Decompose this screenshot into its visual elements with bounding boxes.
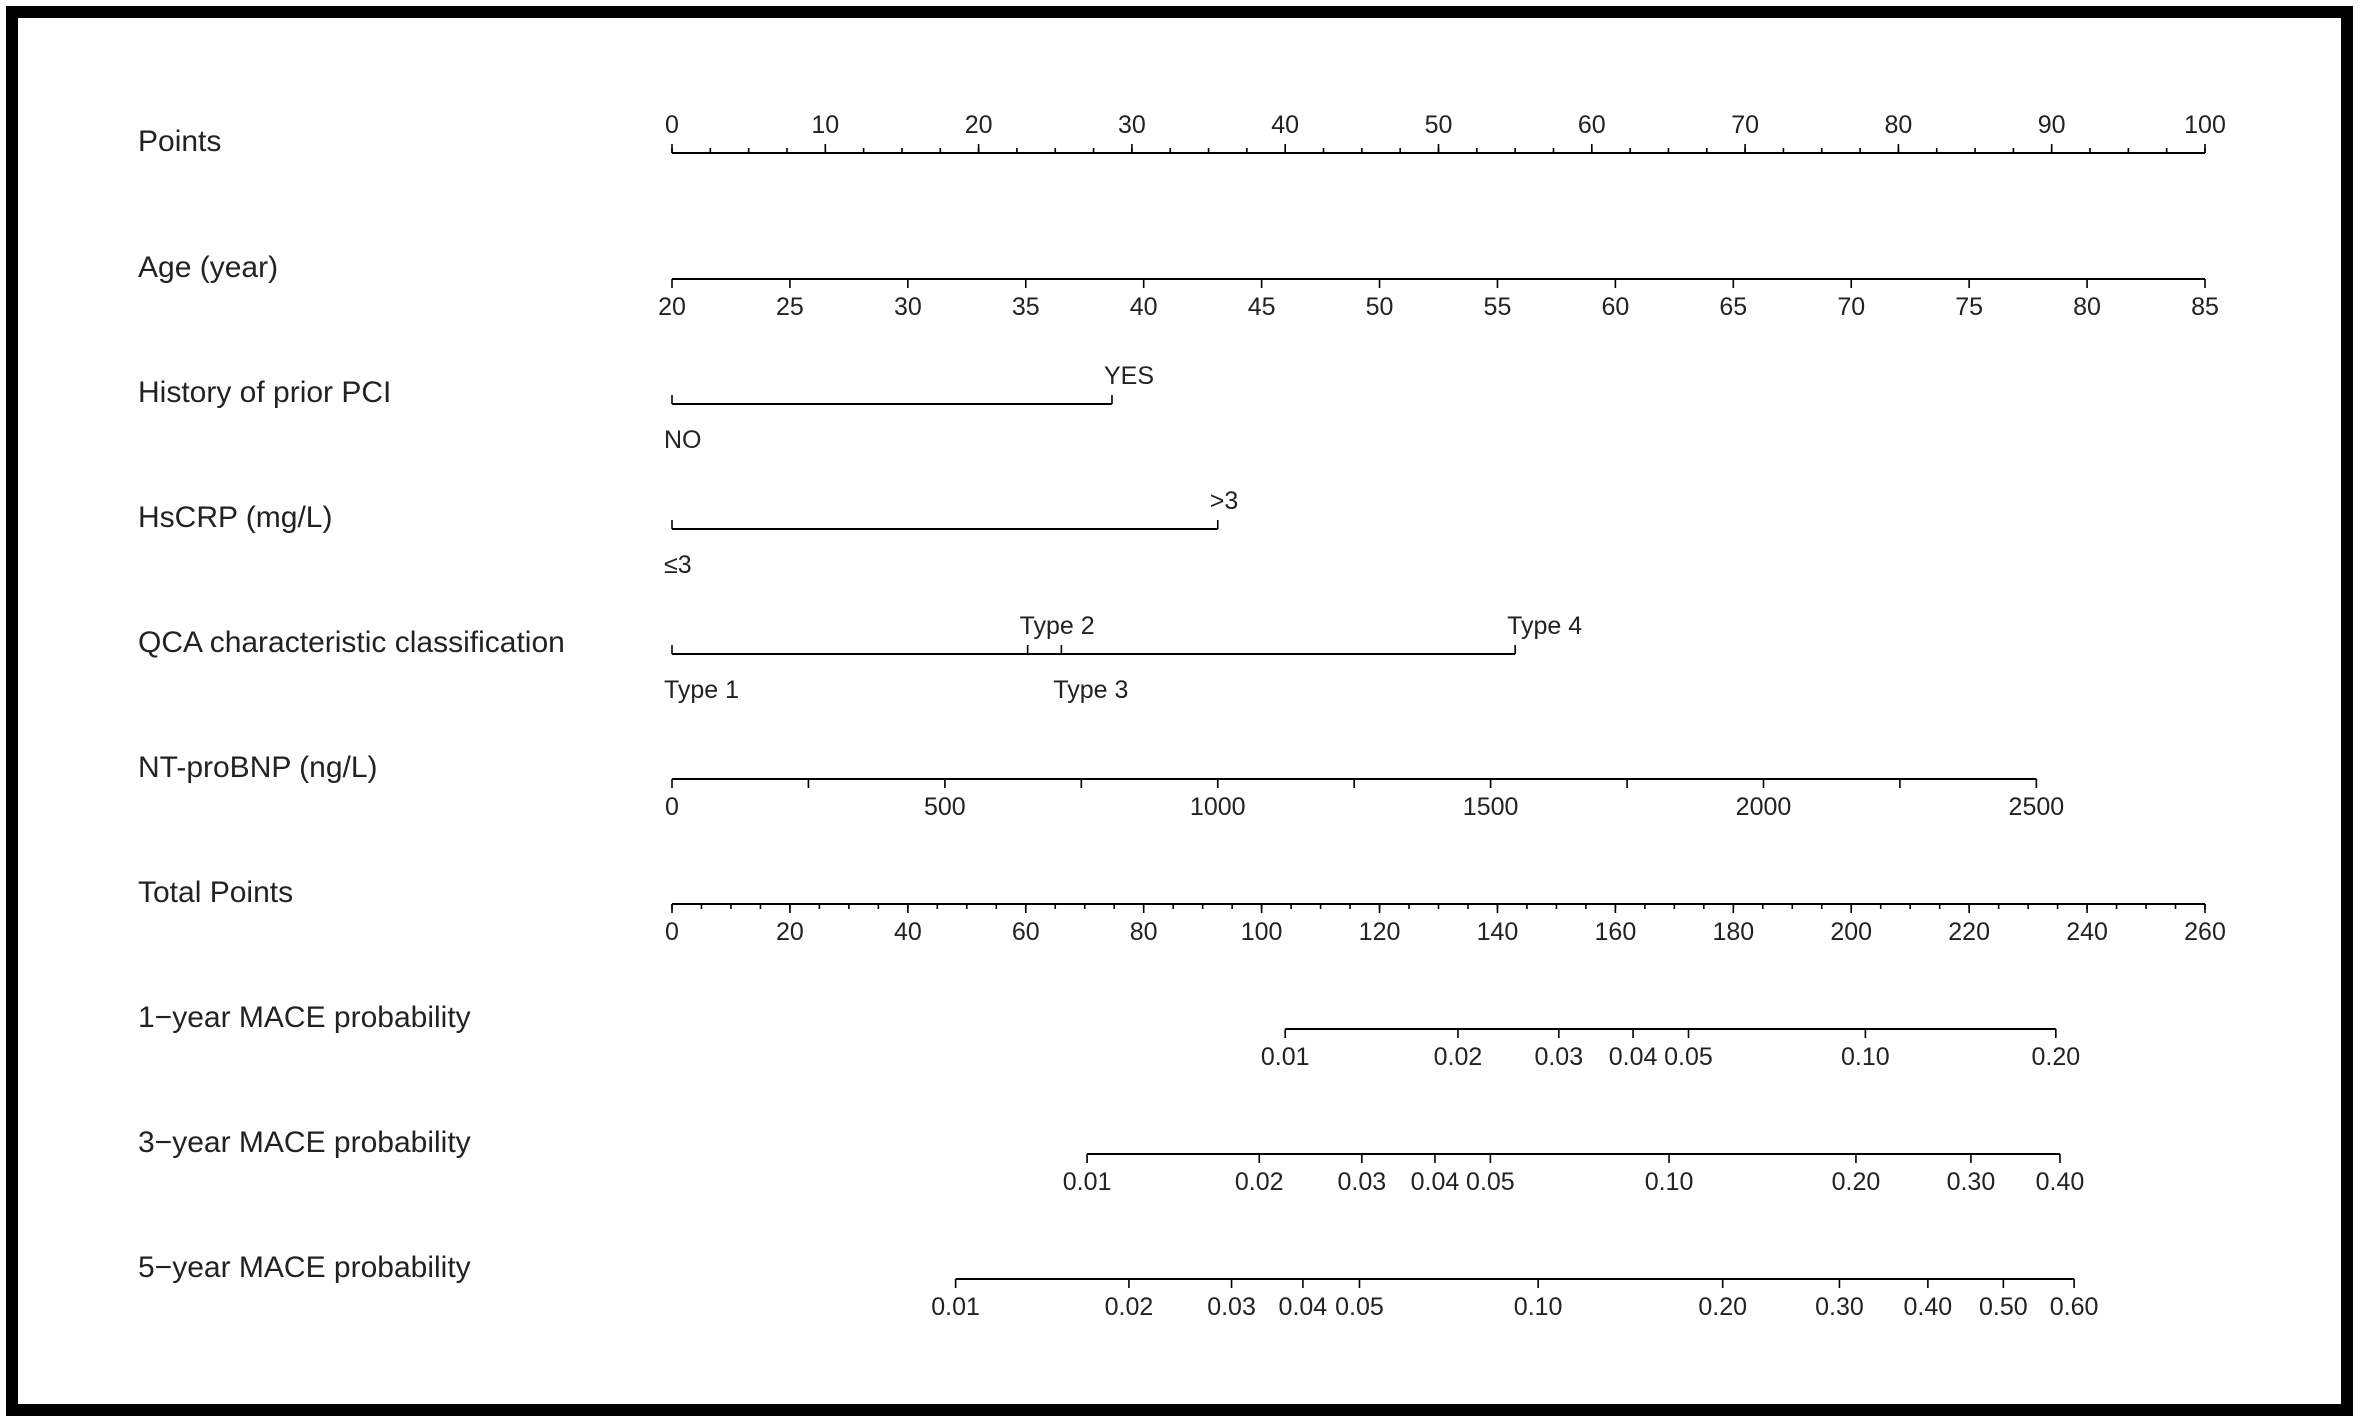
pci-level-label: NO [664, 426, 702, 454]
mace1-tick-label: 0.02 [1433, 1043, 1483, 1071]
mace5-tick-label: 0.02 [1104, 1293, 1154, 1321]
ntprobnp-row-label: NT-proBNP (ng/L) [138, 751, 378, 784]
total-tick-label: 200 [1830, 918, 1873, 946]
qca-level-label: Type 2 [1019, 612, 1095, 640]
hscrp-level-label: >3 [1209, 487, 1239, 515]
mace5-tick-label: 0.40 [1903, 1293, 1953, 1321]
mace5-tick-label: 0.60 [2049, 1293, 2099, 1321]
mace1-tick-label: 0.05 [1664, 1043, 1713, 1071]
mace3-tick-label: 0.04 [1410, 1168, 1460, 1196]
mace1-tick-label: 0.10 [1841, 1043, 1890, 1071]
age-tick-label: 40 [1129, 293, 1158, 321]
ntprobnp-tick-label: 1000 [1189, 793, 1246, 821]
age-row-label: Age (year) [138, 251, 279, 284]
age-tick-label: 35 [1011, 293, 1040, 321]
mace5-row-label: 5−year MACE probability [138, 1251, 471, 1284]
points-row-label: Points [138, 125, 222, 158]
total-tick-label: 220 [1948, 918, 1991, 946]
points-tick-label: 30 [1117, 111, 1146, 139]
age-tick-label: 60 [1601, 293, 1630, 321]
total-tick-label: 140 [1476, 918, 1519, 946]
points-tick-label: 80 [1884, 111, 1913, 139]
qca-level-label: Type 3 [1053, 676, 1129, 704]
pci-level-label: YES [1103, 362, 1155, 390]
total-tick-label: 100 [1240, 918, 1283, 946]
points-tick-label: 10 [811, 111, 840, 139]
points-tick-label: 40 [1271, 111, 1300, 139]
mace3-tick-label: 0.03 [1337, 1168, 1387, 1196]
mace5-tick-label: 0.01 [931, 1293, 980, 1321]
ntprobnp-tick-label: 500 [924, 793, 966, 821]
age-tick-label: 65 [1719, 293, 1748, 321]
qca-row-label: QCA characteristic classification [138, 626, 565, 659]
mace5-tick-label: 0.30 [1815, 1293, 1864, 1321]
total-tick-label: 20 [776, 918, 804, 946]
ntprobnp-tick-label: 0 [665, 793, 679, 821]
points-tick-label: 70 [1731, 111, 1760, 139]
points-tick-label: 90 [2037, 111, 2066, 139]
points-tick-label: 50 [1424, 111, 1453, 139]
mace5-tick-label: 0.05 [1335, 1293, 1384, 1321]
mace5-tick-label: 0.50 [1979, 1293, 2028, 1321]
mace3-row-label: 3−year MACE probability [138, 1126, 471, 1159]
mace3-tick-label: 0.02 [1234, 1168, 1284, 1196]
age-tick-label: 80 [2073, 293, 2101, 321]
mace1-tick-label: 0.20 [2031, 1043, 2081, 1071]
points-tick-label: 100 [2184, 111, 2226, 139]
total-tick-label: 80 [1129, 918, 1158, 946]
points-tick-label: 60 [1577, 111, 1606, 139]
mace1-tick-label: 0.01 [1260, 1043, 1310, 1071]
pci-row-label: History of prior PCI [138, 376, 392, 409]
qca-level-label: Type 4 [1507, 612, 1583, 640]
mace3-tick-label: 0.30 [1946, 1168, 1996, 1196]
age-tick-label: 20 [658, 293, 686, 321]
points-tick-label: 0 [665, 111, 679, 139]
mace3-tick-label: 0.05 [1466, 1168, 1515, 1196]
points-tick-label: 20 [964, 111, 993, 139]
mace1-tick-label: 0.04 [1608, 1043, 1658, 1071]
mace1-row-label: 1−year MACE probability [138, 1001, 471, 1034]
age-tick-label: 25 [776, 293, 804, 321]
mace3-tick-label: 0.20 [1831, 1168, 1881, 1196]
total-tick-label: 260 [2184, 918, 2226, 946]
total-tick-label: 180 [1712, 918, 1755, 946]
mace3-tick-label: 0.01 [1062, 1168, 1112, 1196]
mace5-tick-label: 0.20 [1698, 1293, 1748, 1321]
age-tick-label: 55 [1483, 293, 1512, 321]
mace3-tick-label: 0.40 [2035, 1168, 2085, 1196]
ntprobnp-tick-label: 2000 [1735, 793, 1792, 821]
mace3-tick-label: 0.10 [1644, 1168, 1694, 1196]
total-tick-label: 120 [1358, 918, 1401, 946]
total-tick-label: 240 [2066, 918, 2108, 946]
total-tick-label: 160 [1594, 918, 1637, 946]
figure-frame [12, 12, 2347, 1410]
hscrp-level-label: ≤3 [664, 551, 692, 579]
mace5-tick-label: 0.03 [1207, 1293, 1256, 1321]
age-tick-label: 50 [1365, 293, 1394, 321]
age-tick-label: 30 [893, 293, 922, 321]
mace1-tick-label: 0.03 [1534, 1043, 1584, 1071]
ntprobnp-tick-label: 2500 [2008, 793, 2065, 821]
total-tick-label: 60 [1011, 918, 1040, 946]
hscrp-row-label: HsCRP (mg/L) [138, 501, 333, 534]
qca-level-label: Type 1 [664, 676, 740, 704]
age-tick-label: 85 [2191, 293, 2219, 321]
total-tick-label: 40 [893, 918, 922, 946]
age-tick-label: 70 [1837, 293, 1866, 321]
age-tick-label: 45 [1247, 293, 1276, 321]
mace5-tick-label: 0.04 [1278, 1293, 1328, 1321]
age-tick-label: 75 [1955, 293, 1984, 321]
total-row-label: Total Points [138, 876, 294, 909]
ntprobnp-tick-label: 1500 [1462, 793, 1519, 821]
total-tick-label: 0 [665, 918, 679, 946]
mace5-tick-label: 0.10 [1513, 1293, 1563, 1321]
